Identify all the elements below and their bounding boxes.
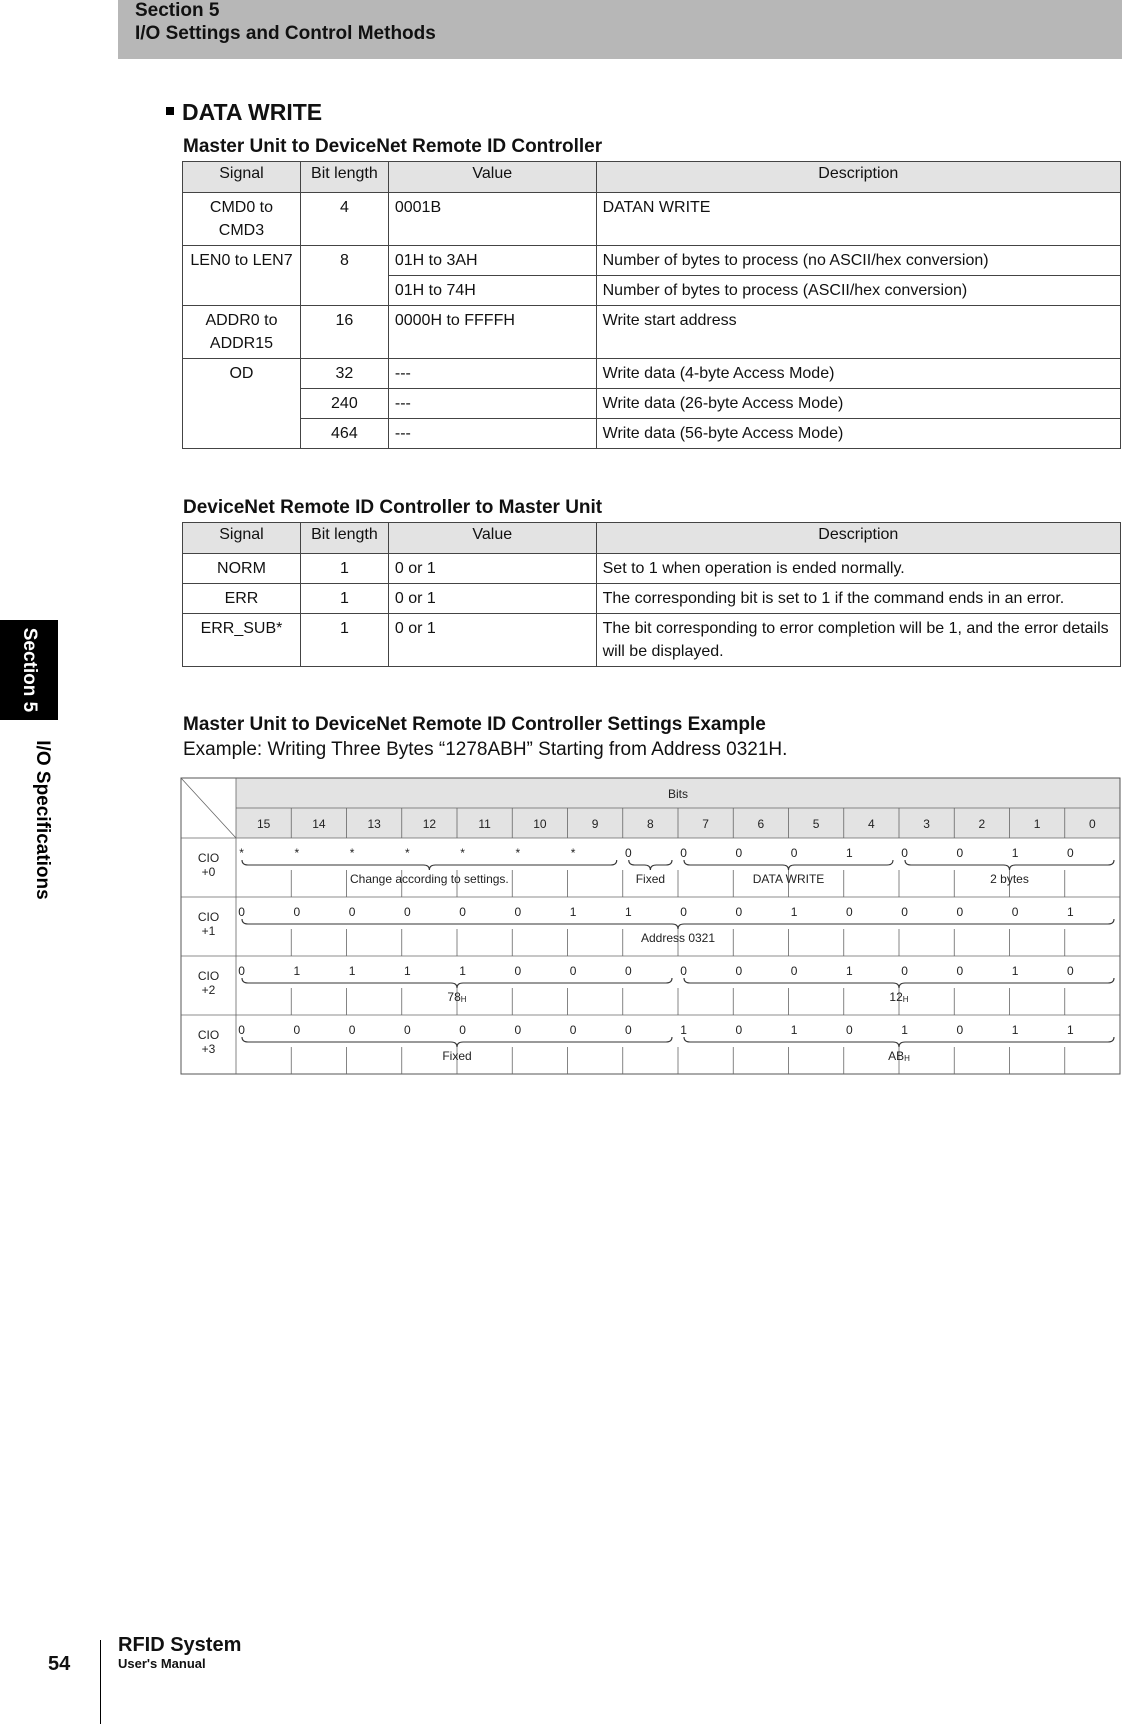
- bit-number-label: 14: [312, 817, 326, 831]
- bit-value: 0: [514, 964, 522, 978]
- bit-value: 0: [293, 905, 301, 919]
- group-label-text: Change according to settings.: [349, 872, 509, 886]
- col-header: Signal: [183, 162, 301, 193]
- col-header: Bit length: [300, 523, 388, 554]
- desc-cell: Number of bytes to process (ASCII/hex conversion): [596, 276, 1120, 306]
- signal-cell: ERR: [183, 584, 301, 614]
- bit-value: 0: [956, 905, 964, 919]
- group-brace: [242, 919, 1114, 929]
- cio-label: CIO: [197, 910, 220, 924]
- footer-manual-title: RFID System: [118, 1634, 242, 1656]
- desc-cell: The bit corresponding to error completion will be 1, and the error details will be displayed.: [596, 614, 1120, 667]
- bit-value: 0: [735, 846, 743, 860]
- bit-value: 0: [348, 905, 356, 919]
- group-label: [641, 931, 715, 945]
- section-number: Section 5: [135, 0, 220, 21]
- group-brace: [684, 978, 1114, 988]
- bit-value: 0: [238, 1023, 245, 1037]
- group-label-text: Address 0321: [640, 931, 716, 945]
- value-cell: 0000H to FFFFH: [388, 306, 596, 359]
- bit-value: 0: [846, 905, 853, 919]
- example-heading: Master Unit to DeviceNet Remote ID Controller Settings Example: [183, 714, 766, 735]
- bit-value: 1: [1067, 1023, 1074, 1037]
- bits-label: Bits: [667, 787, 689, 801]
- bit-value: *: [405, 846, 410, 860]
- bit-value: 0: [680, 964, 687, 978]
- bit-value: 1: [846, 846, 853, 860]
- group-brace: [684, 1037, 1114, 1047]
- bit-value: 0: [1067, 846, 1074, 860]
- col-header: Value: [388, 162, 596, 193]
- bit-number-label: 6: [757, 817, 765, 831]
- bit-value: *: [515, 846, 521, 860]
- bit-value: 0: [901, 905, 908, 919]
- bit-value: 0: [569, 964, 577, 978]
- bit-number-label: 2: [978, 817, 986, 831]
- bit-value: 0: [846, 1023, 853, 1037]
- bit-value: 0: [735, 964, 743, 978]
- bit-number-label: 3: [923, 817, 930, 831]
- group-label: [442, 1049, 471, 1063]
- signal-cell: NORM: [183, 554, 301, 584]
- value-cell: 0001B: [388, 193, 596, 246]
- bit-value: 1: [1011, 1023, 1019, 1037]
- bit-value: 1: [1011, 964, 1019, 978]
- value-cell: 01H to 3AH: [388, 246, 596, 276]
- group-label-text: 2 bytes: [990, 872, 1029, 886]
- bit-number-label: 10: [533, 817, 547, 831]
- cio-offset-label: +2: [201, 983, 216, 997]
- group-label-text: AB: [888, 1049, 905, 1063]
- hex-suffix: H: [902, 995, 909, 1004]
- bit-number-label: 5: [812, 817, 820, 831]
- desc-cell: Write data (4-byte Access Mode): [596, 359, 1120, 389]
- bits-cell: 16: [300, 306, 388, 359]
- bit-number-label: 11: [478, 817, 491, 831]
- group-label: [636, 872, 665, 886]
- bit-value: 0: [348, 1023, 356, 1037]
- bit-value: *: [239, 846, 244, 860]
- bit-value: *: [570, 846, 576, 860]
- signal-cell: ERR_SUB*: [183, 614, 301, 667]
- bit-value: 0: [459, 905, 466, 919]
- bits-cell: 1: [300, 554, 388, 584]
- bit-value: 1: [901, 1023, 908, 1037]
- bit-value: 0: [459, 1023, 466, 1037]
- bits-cell: 4: [300, 193, 388, 246]
- group-label-text: Fixed: [635, 872, 666, 886]
- bit-value: 1: [1011, 846, 1019, 860]
- bit-value: 0: [1067, 964, 1074, 978]
- cio-offset-label: +3: [201, 1042, 216, 1056]
- col-header: Signal: [183, 523, 301, 554]
- bit-value: 0: [625, 1023, 632, 1037]
- signal-cell: OD: [183, 359, 301, 449]
- bit-value: 0: [238, 964, 245, 978]
- bit-value: 0: [956, 1023, 964, 1037]
- signal-cell: LEN0 to LEN7: [183, 246, 301, 306]
- side-tab-label: Section 5: [19, 627, 40, 713]
- bit-value: 0: [404, 1023, 411, 1037]
- group-label: [889, 990, 908, 1004]
- group-brace: [242, 860, 617, 870]
- side-section-label: I/O Specifications: [32, 740, 53, 900]
- bit-value: 0: [293, 1023, 301, 1037]
- bit-value: 0: [956, 846, 964, 860]
- hex-suffix: H: [904, 1054, 910, 1063]
- group-brace: [242, 1037, 672, 1047]
- group-label-text: 78: [447, 990, 461, 1004]
- bit-value: 0: [680, 905, 687, 919]
- group-brace: [905, 860, 1114, 870]
- value-cell: 01H to 74H: [388, 276, 596, 306]
- bit-value: 1: [790, 1023, 798, 1037]
- bit-value: 1: [680, 1023, 687, 1037]
- group-label: [990, 872, 1029, 886]
- bit-number-label: 15: [256, 817, 271, 831]
- bit-number-label: 0: [1089, 817, 1096, 831]
- bit-value: 0: [956, 964, 964, 978]
- bit-number-label: 7: [702, 817, 709, 831]
- hex-suffix: H: [460, 995, 467, 1004]
- bits-cell: 8: [300, 246, 388, 306]
- group-brace: [629, 860, 672, 870]
- col-header: Description: [596, 523, 1120, 554]
- bit-value: 0: [680, 846, 687, 860]
- bit-value: 0: [901, 964, 908, 978]
- group-label: [888, 1049, 910, 1063]
- desc-cell: DATAN WRITE: [596, 193, 1120, 246]
- bit-value: 1: [625, 905, 632, 919]
- desc-cell: Number of bytes to process (no ASCII/hex conversion): [596, 246, 1120, 276]
- bits-cell: 1: [300, 614, 388, 667]
- bit-value: 1: [404, 964, 411, 978]
- bit-value: 0: [514, 905, 522, 919]
- value-cell: ---: [388, 419, 596, 449]
- desc-cell: Set to 1 when operation is ended normally.: [596, 554, 1120, 584]
- desc-cell: The corresponding bit is set to 1 if the command ends in an error.: [596, 584, 1120, 614]
- bits-cell: 32: [300, 359, 388, 389]
- footer-manual-subtitle: User's Manual: [118, 1656, 206, 1671]
- bit-number-label: 1: [1033, 817, 1041, 831]
- signal-cell: ADDR0 to ADDR15: [183, 306, 301, 359]
- section-title: I/O Settings and Control Methods: [135, 23, 436, 44]
- signal-cell: CMD0 to CMD3: [183, 193, 301, 246]
- desc-cell: Write data (56-byte Access Mode): [596, 419, 1120, 449]
- value-cell: 0 or 1: [388, 584, 596, 614]
- cio-label: CIO: [197, 851, 220, 865]
- group-label: [350, 872, 509, 886]
- bits-cell: 1: [300, 584, 388, 614]
- group-brace: [242, 978, 672, 988]
- bit-number-label: 13: [367, 817, 381, 831]
- bits-cell: 464: [300, 419, 388, 449]
- group-label-text: Fixed: [442, 1049, 472, 1063]
- page-title-text: DATA WRITE: [182, 99, 323, 125]
- value-cell: ---: [388, 359, 596, 389]
- bit-value: 0: [625, 964, 632, 978]
- cio-label: CIO: [197, 969, 220, 983]
- bit-value: 0: [625, 846, 632, 860]
- col-header: Bit length: [300, 162, 388, 193]
- desc-cell: Write start address: [596, 306, 1120, 359]
- table1-heading: Master Unit to DeviceNet Remote ID Controller: [183, 136, 603, 157]
- bit-value: 0: [569, 1023, 577, 1037]
- bit-value: 0: [901, 846, 908, 860]
- page-number: 54: [48, 1653, 71, 1675]
- bit-value: 1: [348, 964, 356, 978]
- bit-value: 1: [459, 964, 466, 978]
- col-header: Value: [388, 523, 596, 554]
- bit-number-label: 12: [422, 817, 437, 831]
- bit-value: 0: [735, 1023, 743, 1037]
- bit-value: 0: [404, 905, 411, 919]
- group-label-text: 12: [889, 990, 903, 1004]
- cio-label: CIO: [197, 1028, 220, 1042]
- bit-value: 0: [790, 846, 798, 860]
- bits-cell: 240: [300, 389, 388, 419]
- bit-value: *: [460, 846, 465, 860]
- bit-value: 1: [790, 905, 798, 919]
- col-header: Description: [596, 162, 1120, 193]
- bit-number-label: 9: [591, 817, 599, 831]
- bit-value: 1: [1067, 905, 1074, 919]
- value-cell: 0 or 1: [388, 614, 596, 667]
- footer-divider: [100, 1640, 101, 1724]
- bit-value: 1: [293, 964, 301, 978]
- bit-value: 0: [790, 964, 798, 978]
- bit-value: 0: [735, 905, 743, 919]
- bit-value: 1: [846, 964, 853, 978]
- bit-value: *: [349, 846, 355, 860]
- cio-offset-label: +1: [201, 924, 216, 938]
- desc-cell: Write data (26-byte Access Mode): [596, 389, 1120, 419]
- value-cell: 0 or 1: [388, 554, 596, 584]
- bit-number-label: 8: [647, 817, 654, 831]
- group-label: [753, 872, 825, 886]
- cio-offset-label: +0: [201, 865, 216, 879]
- example-description: Example: Writing Three Bytes “1278ABH” Starting from Address 0321H.: [183, 739, 788, 760]
- bit-value: 0: [514, 1023, 522, 1037]
- bit-value: 1: [569, 905, 577, 919]
- table2-heading: DeviceNet Remote ID Controller to Master Unit: [183, 497, 603, 518]
- bit-value: 0: [238, 905, 245, 919]
- bit-value: *: [294, 846, 300, 860]
- group-brace: [684, 860, 893, 870]
- bit-value: 0: [1011, 905, 1019, 919]
- corner-diagonal: [181, 778, 236, 838]
- bit-number-label: 4: [868, 817, 875, 831]
- group-label: [447, 990, 466, 1004]
- group-label-text: DATA WRITE: [752, 872, 825, 886]
- value-cell: ---: [388, 389, 596, 419]
